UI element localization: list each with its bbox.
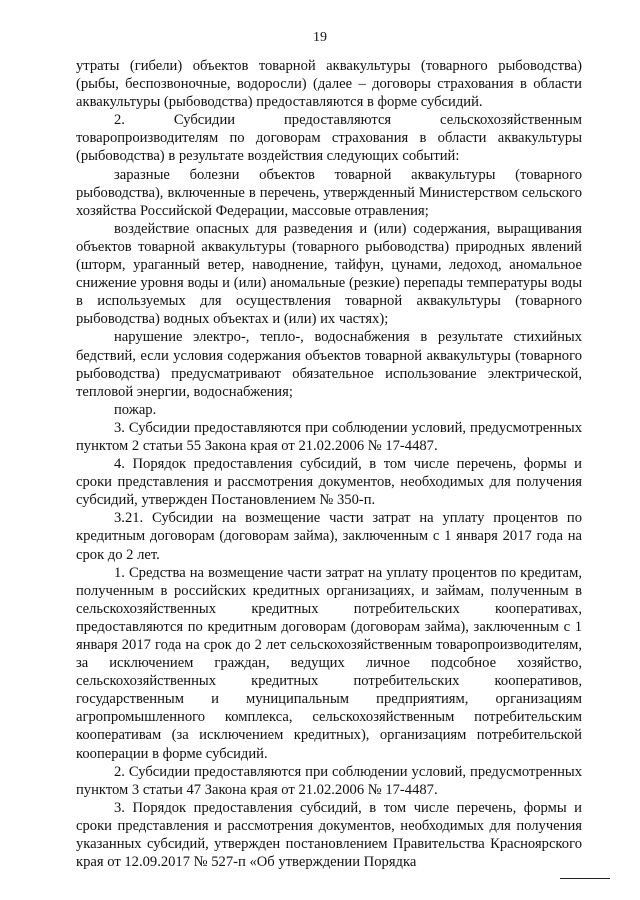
footer-rule <box>560 878 610 879</box>
paragraph: пожар. <box>114 401 157 418</box>
page-number: 19 <box>313 30 327 45</box>
paragraph: 1. Средства на возмещение части затрат на уплату процентов по кредитам, полученным в российских кредитных организациях, и займам, полученным в сельскохозяйственных кредитных потребительских кооперативах, предоставляются по кредитным договорам (договорам займа), заключенным с 1 января 2017 года на срок до 2 лет сельскохозяйственным товаропроизводителям, за исключением граждан, ведущих личное подсобное хозяйство, сельскохозяйственных кредитных потребительских кооперативов, государственным и муниципальным предприятиям, организациям агропромышленного комплекса, сельскохозяйственным потребительским кооперативам (за исключением кредитных), организациям потребительской кооперации в форме субсидий. <box>76 564 582 762</box>
paragraph: 3. Субсидии предоставляются при соблюдении условий, предусмотренных пунктом 2 статьи 55 Закона края от 21.02.2006 № 17-4487. <box>76 419 582 454</box>
paragraph: 2. Субсидии предоставляются сельскохозяйственным товаропроизводителям по договорам страхования в области аквакультуры (рыбоводства) в результате воздействия следующих событий: <box>76 112 582 165</box>
paragraph: 3. Порядок предоставления субсидий, в том числе перечень, формы и сроки представления и рассмотрения документов, необходимых для получения указанных субсидий, утвержден постановлением Правительства Красноярского края от 12.09.2017 № 527-п «Об утверждении Порядка <box>76 799 582 871</box>
paragraph: 3.21. Субсидии на возмещение части затрат на уплату процентов по кредитным договорам (договорам займа), заключенным с 1 января 2017 года на срок до 2 лет. <box>76 510 582 563</box>
document-body <box>76 57 582 871</box>
paragraph: утраты (гибели) объектов товарной аквакультуры (товарного рыбоводства) (рыбы, беспозвоночные, водоросли) (далее – договоры страхования в области аквакультуры (рыбоводства) предоставляются в форме субсидий. <box>76 58 582 111</box>
paragraph: воздействие опасных для разведения и (или) содержания, выращивания объектов товарной аквакультуры (товарного рыбоводства) природных явлений (шторм, ураганный ветер, наводнение, тайфун, цунами, ледоход, аномальное снижение уровня воды и (или) аномальные (резкие) перепады температуры воды в используемых для осуществления товарной аквакультуры (товарного рыбоводства) водных объектах и (или) их частях); <box>76 220 582 328</box>
paragraph: 4. Порядок предоставления субсидий, в том числе перечень, формы и сроки представления и рассмотрения документов, необходимых для получения субсидий, утвержден Постановлением № 350-п. <box>76 456 582 509</box>
paragraph: заразные болезни объектов товарной аквакультуры (товарного рыбоводства), включенные в перечень, утвержденный Министерством сельского хозяйства Российской Федерации, массовые отравления; <box>76 166 582 219</box>
paragraph: нарушение электро-, тепло-, водоснабжения в результате стихийных бедствий, если условия содержания объектов товарной аквакультуры (товарного рыбоводства) предусматривают обязательное использование электрической, тепловой энергии, водоснабжения; <box>76 329 582 400</box>
paragraph: 2. Субсидии предоставляются при соблюдении условий, предусмотренных пунктом 3 статьи 47 Закона края от 21.02.2006 № 17-4487. <box>76 763 582 798</box>
